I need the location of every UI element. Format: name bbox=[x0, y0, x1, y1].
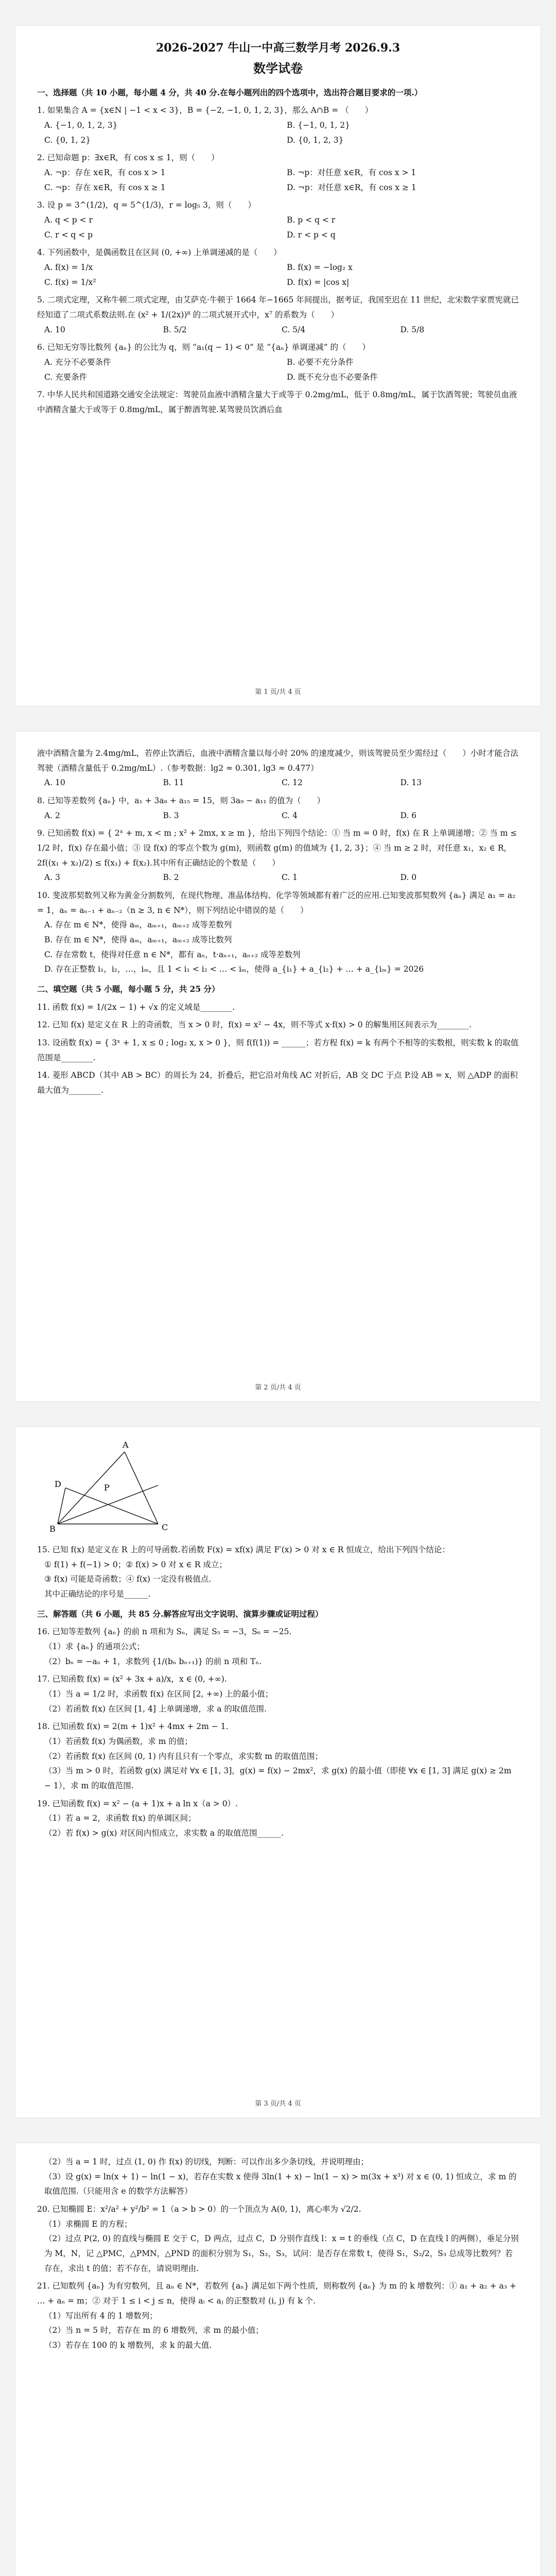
option: D. 5/8 bbox=[400, 325, 425, 334]
q16-part: （1）求 {aₙ} 的通项公式； bbox=[44, 1642, 145, 1652]
page-footer: 第 1 页/共 4 页 bbox=[255, 688, 301, 696]
q19-part: （2）若 f(x) > g(x) 对区间内恒成立，求实数 a 的取值范围______. bbox=[44, 1828, 284, 1838]
q15-item: ① f(1) + f(−1) > 0；② f(x) > 0 对 x ∈ R 成立； bbox=[44, 1560, 227, 1569]
option: B. ¬p：对任意 x∈R，有 cos x > 1 bbox=[287, 167, 416, 177]
q18-part: （2）若函数 f(x) 在区间 (0, 1) 内有且只有一个零点，求实数 m 的取值范围； bbox=[44, 1751, 323, 1761]
options-q5 bbox=[44, 323, 519, 337]
label-c: C bbox=[162, 1522, 168, 1532]
q20-part: （1）求椭圆 E 的方程； bbox=[44, 2219, 132, 2229]
question-11: 11. 函数 f(x) = 1/(2x − 1) + √x 的定义域是________. bbox=[37, 1002, 235, 1012]
option: C. 充要条件 bbox=[44, 372, 88, 382]
option: D. 既不充分也不必要条件 bbox=[287, 372, 378, 382]
page-3 bbox=[15, 1427, 541, 2117]
folded-rhombus-diagram bbox=[47, 1436, 212, 1539]
q18-part: （1）若函数 f(x) 为偶函数，求 m 的值； bbox=[44, 1737, 193, 1747]
question-12: 12. 已知 f(x) 是定义在 R 上的奇函数，当 x > 0 时，f(x) = x² − 4x，则不等式 x·f(x) > 0 的解集用区间表示为________. bbox=[37, 1020, 472, 1030]
question-10: 10. 斐波那契数列又称为黄金分割数列，在现代物理、准晶体结构、化学等领域都有着广泛的应用.已知斐波那契数列 {aₙ} 满足 a₁ = a₂ = 1，aₙ = aₙ₋₁ + aₙ₋₂（n ≥ 3, n ∈ N*），则下列结论中错误的是（ ） bbox=[37, 891, 516, 915]
option: A. 充分不必要条件 bbox=[44, 358, 111, 367]
question-14: 14. 菱形 ABCD（其中 AB > BC）的周长为 24，折叠后，把它沿对角线 AC 对折后，AB 交 DC 于点 P.设 AB = x，则 △ADP 的面积最大值为________. bbox=[37, 1071, 518, 1095]
option: D. 存在正整数 i₁，i₂，…，iₘ，且 1 < i₁ < i₂ < … < iₘ，使得 a_{i₁} + a_{i₂} + … + a_{iₘ} = 2026 bbox=[44, 964, 424, 974]
option: A. 10 bbox=[44, 325, 65, 334]
option: B. 3 bbox=[163, 810, 179, 820]
option: B. 存在 m ∈ N*，使得 aₘ，aₘ₊₁，aₘ₊₂ 成等比数列 bbox=[44, 935, 232, 945]
q19-part: （2）当 a = 1 时，过点 (1, 0) 作 f(x) 的切线，判断：可以作出多少条切线，并说明理由； bbox=[44, 2157, 369, 2166]
question-5: 5. 二项式定理，又称牛顿二项式定理，由艾萨克·牛顿于 1664 年−1665 年间提出，据考证，我国至迟在 11 世纪，北宋数学家贾宪就已经知道了二项式系数法则.在 (x² + 1/(2x))⁸ 的二项式展开式中，x⁷ 的系数为（ ） bbox=[37, 295, 519, 319]
option: D. r < p < q bbox=[287, 230, 336, 240]
option: A. f(x) = 1/x bbox=[44, 262, 93, 272]
options-q8 bbox=[44, 808, 519, 823]
options-q10 bbox=[44, 918, 519, 977]
question-15: 15. 已知 f(x) 是定义在 R 上的可导函数.若函数 F(x) = xf(x) 满足 F′(x) > 0 对 x ∈ R 恒成立，给出下列四个结论： bbox=[37, 1545, 450, 1554]
label-a: A bbox=[123, 1440, 129, 1450]
option: A. 存在 m ∈ N*，使得 aₘ，aₘ₊₁，aₘ₊₂ 成等差数列 bbox=[44, 920, 232, 930]
q16-part: （2）bₙ = −aₙ + 1，求数列 {1/(bₙ bₙ₊₁)} 的前 n 项和 Tₙ. bbox=[44, 1656, 262, 1666]
option: D. 13 bbox=[400, 778, 422, 788]
option: B. 必要不充分条件 bbox=[287, 358, 354, 367]
options-q2 bbox=[44, 165, 519, 195]
options-q1 bbox=[44, 118, 519, 147]
edge-ba bbox=[58, 1452, 125, 1524]
option: C. 1 bbox=[282, 873, 298, 883]
q17-part: （1）当 a = 1/2 时，求函数 f(x) 在区间 [2, +∞) 上的最小值； bbox=[44, 1689, 273, 1699]
question-3: 3. 设 p = 3^(1/2)，q = 5^(1/3)，r = log₅ 3，则（ ） bbox=[37, 200, 256, 210]
option: C. 5/4 bbox=[282, 325, 306, 334]
q21-part: （3）若存在 100 的 k 增数列，求 k 的最大值. bbox=[44, 2341, 212, 2350]
option: A. 3 bbox=[44, 873, 60, 883]
option: C. ¬p：存在 x∈R，有 cos x ≥ 1 bbox=[44, 182, 166, 192]
option: B. 2 bbox=[163, 873, 179, 883]
options-q6 bbox=[44, 355, 519, 384]
question-8: 8. 已知等差数列 {aₙ} 中，a₁ + 3a₈ + a₁₅ = 15，则 3a₉ − a₁₁ 的值为（ ） bbox=[37, 796, 325, 806]
option: D. 6 bbox=[400, 810, 417, 820]
question-2: 2. 已知命题 p：∃x∈R，有 cos x ≤ 1，则（ ） bbox=[37, 153, 219, 163]
question-20: 20. 已知椭圆 E：x²/a² + y²/b² = 1（a > b > 0）的一个顶点为 A(0, 1)，离心率为 √2/2. bbox=[37, 2205, 361, 2214]
option: C. r < q < p bbox=[44, 230, 93, 240]
question-19: 19. 已知函数 f(x) = x² − (a + 1)x + a ln x（a > 0）. bbox=[37, 1799, 238, 1808]
page-4 bbox=[15, 2143, 541, 2576]
option: D. ¬p：对任意 x∈R，有 cos x ≥ 1 bbox=[287, 182, 416, 192]
question-9: 9. 已知函数 f(x) = { 2ˣ + m, x < m ; x² + 2mx, x ≥ m }，给出下列四个结论：① 当 m = 0 时，f(x) 在 R 上单调递增；② 当 m ≤ 1/2 时，f(x) 存在最小值；③ 设 f(x) 的零点个数为 g(m)，则函数 g(m) 的值域为 {1, 2, 3}；④ 当 m ≥ 2 时，对任意 x₁，x₂ ∈ R，2f((x₁ + x₂)/2) ≤ f(x₁) + f(x₂).其中所有正确结论的个数是（ ） bbox=[37, 828, 517, 868]
q15-item: ③ f(x) 可能是奇函数；④ f(x) 一定没有极值点. bbox=[44, 1574, 212, 1584]
question-7: 7. 中华人民共和国道路交通安全法规定：驾驶员血液中酒精含量大于或等于 0.2mg/mL，低于 0.8mg/mL，属于饮酒驾驶；驾驶员血液中酒精含量大于或等于 0.8mg/mL，属于醉酒驾驶.某驾驶员饮酒后血 bbox=[37, 390, 517, 415]
option: B. f(x) = −log₂ x bbox=[287, 262, 353, 272]
option: C. {0, 1, 2} bbox=[44, 135, 91, 145]
label-b: B bbox=[49, 1524, 56, 1534]
question-6: 6. 已知无穷等比数列 {aₙ} 的公比为 q，则 “a₁(q − 1) < 0” 是 “{aₙ} 单调递减” 的（ ） bbox=[37, 343, 370, 352]
question-21: 21. 已知数列 {aₙ} 为有穷数列，且 aₙ ∈ N*，若数列 {aₙ} 满足如下两个性质，则称数列 {aₙ} 为 m 的 k 增数列：① a₁ + a₂ + a₃ + … + aₙ = m；② 对于 1 ≤ i < j ≤ n，使得 aᵢ < aⱼ 的正整数对 (i, j) 有 k 个. bbox=[37, 2281, 516, 2306]
option: A. q < p < r bbox=[44, 215, 93, 225]
option: C. 存在常数 t，使得对任意 n ∈ N*，都有 aₙ，t·aₙ₊₁，aₙ₊₂ 成等差数列 bbox=[44, 950, 301, 959]
q21-part: （2）当 n = 5 时，若存在 m 的 6 增数列，求 m 的最小值； bbox=[44, 2326, 264, 2335]
options-q4 bbox=[44, 260, 519, 290]
option: A. {−1, 0, 1, 2, 3} bbox=[44, 120, 118, 130]
option: C. 12 bbox=[282, 778, 303, 788]
label-d: D bbox=[55, 1479, 61, 1489]
question-18: 18. 已知函数 f(x) = 2(m + 1)x² + 4mx + 2m − 1. bbox=[37, 1722, 229, 1732]
exam-title: 2026-2027 牛山一中高三数学月考 2026.9.3 bbox=[155, 41, 401, 55]
question-4: 4. 下列函数中，是偶函数且在区间 (0, +∞) 上单调递减的是（ ） bbox=[37, 248, 282, 258]
option: D. 0 bbox=[400, 873, 417, 883]
option: D. f(x) = |cos x| bbox=[287, 277, 350, 287]
option: A. ¬p：存在 x∈R，有 cos x > 1 bbox=[44, 167, 166, 177]
page-1 bbox=[15, 26, 541, 706]
q15-item: 其中正确结论的序号是______. bbox=[44, 1589, 151, 1599]
q19-part: （1）若 a = 2，求函数 f(x) 的单调区间； bbox=[44, 1814, 196, 1823]
question-7-continued: 液中酒精含量为 2.4mg/mL，若停止饮酒后，血液中酒精含量以每小时 20% 的速度减少，则该驾驶员至少需经过（ ）小时才能合法驾驶（酒精含量低于 0.2mg/mL）.（参考数据：lg2 ≈ 0.301, lg3 ≈ 0.477） bbox=[37, 749, 518, 773]
question-13: 13. 设函数 f(x) = { 3ˣ + 1, x ≤ 0 ; log₂ x, x > 0 }，则 f(f(1)) = ______；若方程 f(x) = k 有两个不相等的实数根，则实数 k 的取值范围是________. bbox=[37, 1038, 519, 1062]
options-q9 bbox=[44, 870, 519, 885]
q20-part: （2）过点 P(2, 0) 的直线与椭圆 E 交于 C，D 两点，过点 C，D 分别作直线 l：x = t 的垂线（点 C，D 在直线 l 的两侧），垂足分别为 M，N，记 △PMC，△PMN，△PND 的面积分别为 S₁，S₂，S₃，试问：是否存在常数 t，使得 S₁，S₂/2，S₃ 总成等比数列？若存在，求出 t 的值；若不存在，请说明理由. bbox=[44, 2234, 519, 2273]
option: B. {−1, 0, 1, 2} bbox=[287, 120, 350, 130]
option: B. 11 bbox=[163, 778, 184, 788]
edge-d bbox=[58, 1488, 65, 1524]
option: A. 10 bbox=[44, 778, 65, 788]
q17-part: （2）若函数 f(x) 在区间 [1, 4] 上单调递增，求 a 的取值范围. bbox=[44, 1704, 267, 1714]
section-heading: 二、填空题（共 5 小题，每小题 5 分，共 25 分） bbox=[37, 984, 220, 994]
option: C. f(x) = 1/x² bbox=[44, 277, 96, 287]
q21-part: （1）写出所有 4 的 1 增数列； bbox=[44, 2311, 158, 2320]
section-heading: 三、解答题（共 6 小题，共 85 分.解答应写出文字说明、演算步骤或证明过程） bbox=[37, 1608, 323, 1619]
page-footer: 第 2 页/共 4 页 bbox=[255, 1383, 301, 1392]
q19-part: （3）设 g(x) = ln(x + 1) − ln(1 − x)，若存在实数 x 使得 3ln(1 + x) − ln(1 − x) > m(3x + x³) 对 x ∈ (0, 1) 恒成立，求 m 的取值范围.（只能用含 e 的数学方法解答） bbox=[44, 2172, 517, 2196]
question-1: 1. 如果集合 A = {x∈N | −1 < x < 3}，B = {−2, −1, 0, 1, 2, 3}，那么 A∩B = （ ） bbox=[37, 106, 373, 115]
question-17: 17. 已知函数 f(x) = (x² + 3x + a)/x，x ∈ (0, +∞). bbox=[37, 1674, 227, 1684]
option: C. 4 bbox=[282, 810, 298, 820]
option: A. 2 bbox=[44, 810, 60, 820]
options-q3 bbox=[44, 213, 519, 242]
question-16: 16. 已知等差数列 {aₙ} 的前 n 项和为 Sₙ，满足 S₅ = −3，S₆ = −25. bbox=[37, 1627, 292, 1637]
option: B. 5/2 bbox=[163, 325, 187, 334]
geometry-figure bbox=[47, 1436, 212, 1539]
page-2 bbox=[15, 732, 541, 1401]
q18-part: （3）当 m > 0 时，若函数 g(x) 满足对 ∀x ∈ [1, 3]，g(x) = f(x) − 2mx²，求 g(x) 的最小值（即使 ∀x ∈ [1, 3] 满足 g(x) ≥ 2m − 1），求 m 的取值范围. bbox=[44, 1766, 512, 1791]
page-footer: 第 3 页/共 4 页 bbox=[255, 2099, 301, 2108]
option: B. p < q < r bbox=[287, 215, 336, 225]
label-p: P bbox=[104, 1483, 110, 1493]
section-heading: 一、选择题（共 10 小题，每小题 4 分，共 40 分.在每小题列出的四个选项中，选出符合题目要求的一项.） bbox=[37, 87, 423, 97]
option: D. {0, 1, 2, 3} bbox=[287, 135, 344, 145]
exam-subtitle: 数学试卷 bbox=[253, 61, 303, 76]
options-q7 bbox=[44, 775, 519, 790]
